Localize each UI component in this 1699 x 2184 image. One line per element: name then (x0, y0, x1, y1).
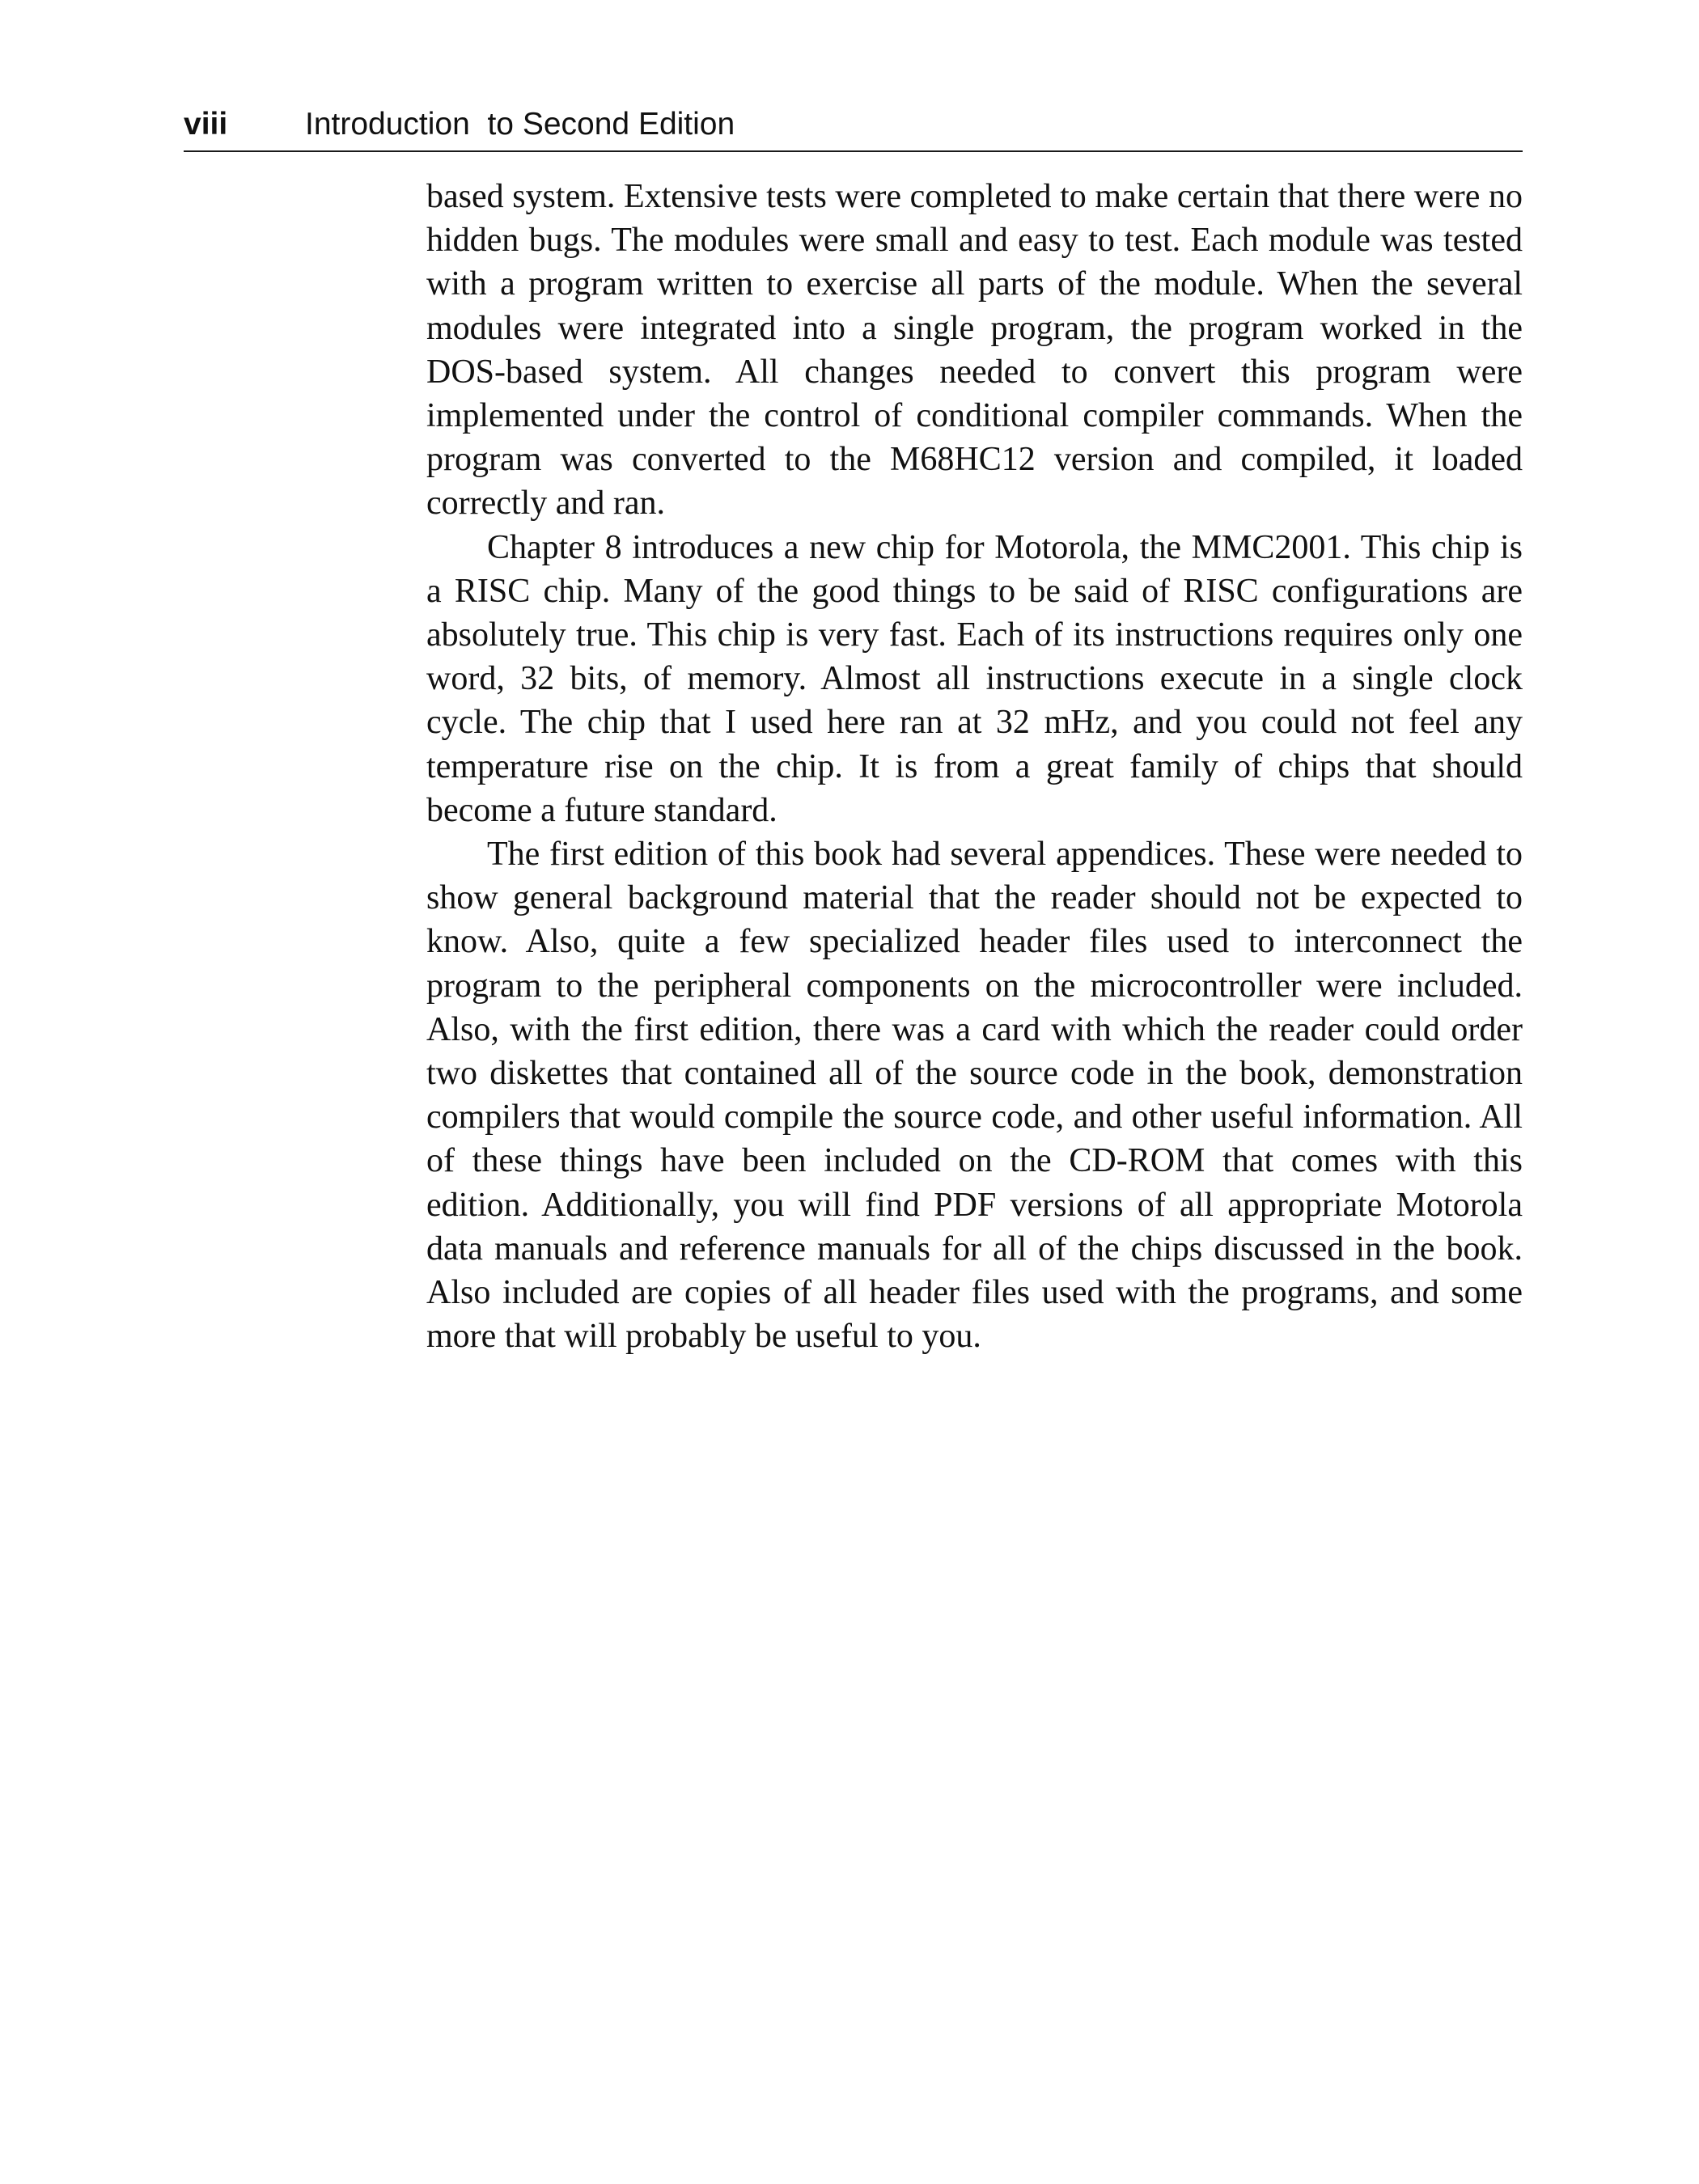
body-text (426, 175, 1523, 1358)
paragraph-chapter-8: Chapter 8 introduces a new chip for Motorola, the MMC2001. This chip is a RISC chip. Many of the good things to be said of RISC configurations are absolutely true. This chip is very fast. Each of its instructions requires only one word, 32 bits, of memory. Almost all instructions execute in a single clock cycle. The chip that I used here ran at 32 mHz, and you could not feel any temperature rise on the chip. It is from a great family of chips that should become a future standard. (426, 528, 1523, 829)
running-header (184, 102, 1523, 152)
running-title: Introduction to Second Edition (305, 107, 735, 142)
page-number: viii (184, 107, 228, 142)
paragraph-first-edition: The first edition of this book had several appendices. These were needed to show general background material that the reader should not be expected to know. Also, quite a few specialized header files used to interconnect the program to the peripheral components on the microcontroller were included. Also, with the first edition, there was a card with which the reader could order two diskettes that contained all of the source code in the book, demonstration compilers that would compile the source code, and other useful information. All of these things have been included on the CD-ROM that comes with this edition. Additionally, you will find PDF versions of all appropriate Motorola data manuals and reference manuals for all of the chips discussed in the book. Also included are copies of all header files used with the programs, and some more that will probably be useful to you. (426, 836, 1523, 1356)
paragraph-continued: based system. Extensive tests were completed to make certain that there were no hidden bugs. The modules were small and easy to test. Each module was tested with a program written to exercise all parts of the module. When the several modules were integrated into a single program, the program worked in the DOS-based system. All changes needed to convert this program were implemented under the control of conditional compiler commands. When the program was converted to the M68HC12 version and compiled, it loaded correctly and ran. (426, 178, 1523, 523)
